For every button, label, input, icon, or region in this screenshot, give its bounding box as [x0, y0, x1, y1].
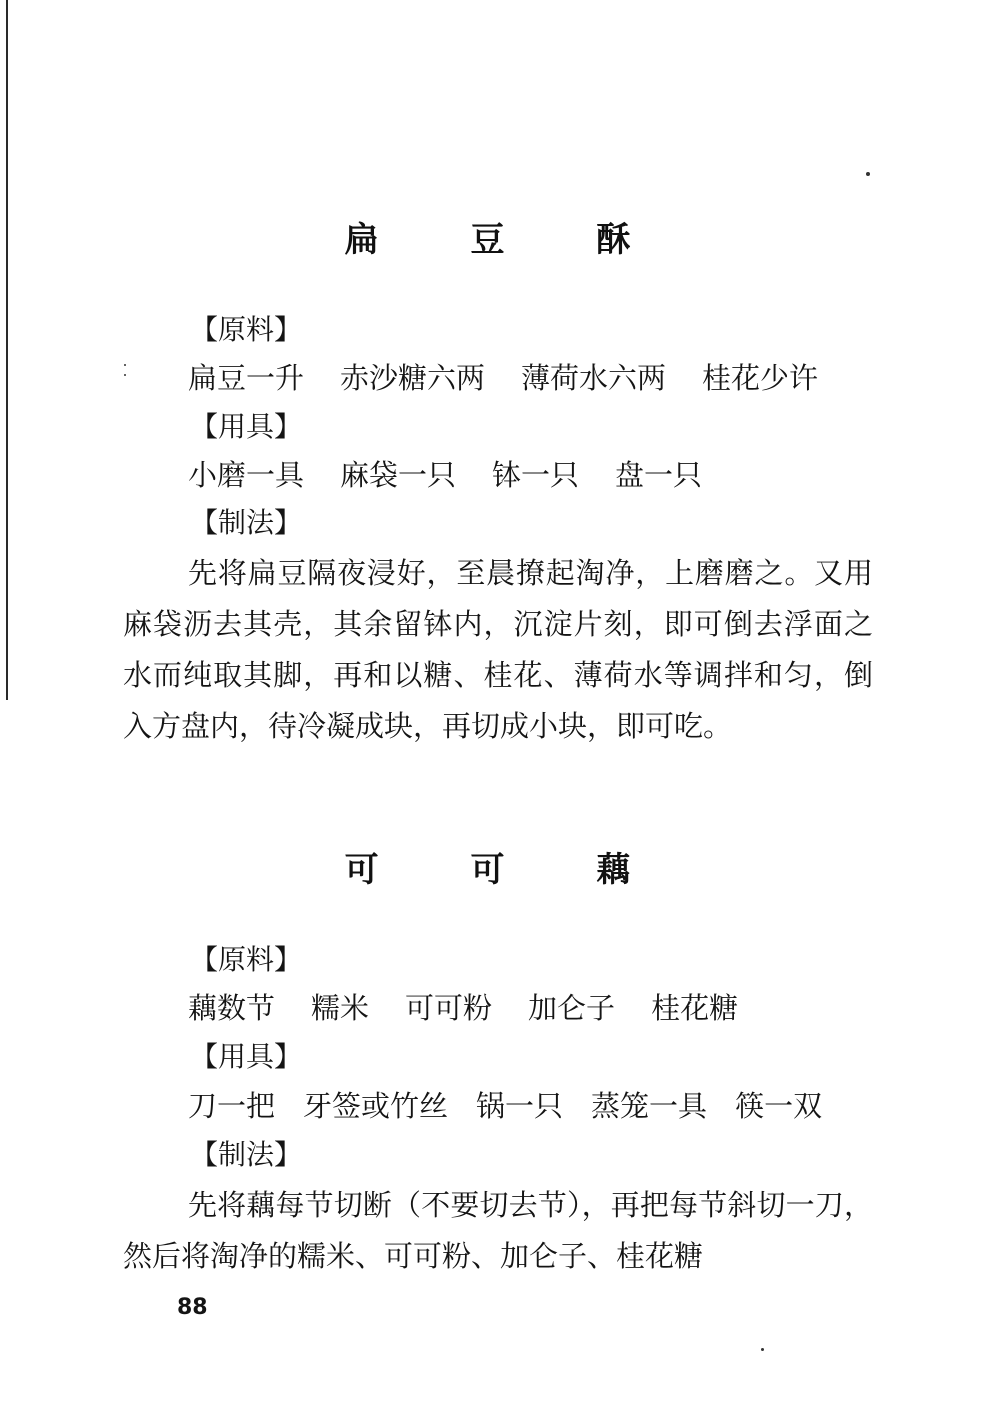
ingredient-item: 藕数节	[188, 991, 276, 1025]
tool-item: 麻袋一只	[340, 458, 457, 492]
tools-list	[188, 455, 738, 495]
ingredient-item: 桂花糖	[651, 991, 739, 1025]
tool-item: 蒸笼一具	[591, 1089, 708, 1123]
tools-list	[188, 1086, 858, 1126]
page-edge-line	[6, 0, 8, 700]
ingredient-item: 糯米	[311, 991, 370, 1025]
tool-item: 锅一只	[476, 1089, 564, 1123]
tool-item: 刀一把	[188, 1089, 276, 1123]
scan-speck	[124, 374, 126, 376]
ingredient-item: 扁豆一升	[188, 361, 305, 395]
method-heading: 【制法】	[190, 506, 303, 539]
ingredient-item: 可可粉	[405, 991, 493, 1025]
page-number: 88	[177, 1295, 208, 1320]
tool-item: 钵一只	[492, 458, 580, 492]
recipe-title: 扁 豆 酥	[344, 220, 671, 260]
ingredient-item: 桂花少许	[702, 361, 819, 395]
ingredient-item: 赤沙糖六两	[340, 361, 486, 395]
tool-item: 盘一只	[615, 458, 703, 492]
scan-speck	[761, 1348, 764, 1351]
ingredients-heading: 【原料】	[190, 313, 303, 346]
tool-item: 小磨一具	[188, 458, 305, 492]
ingredients-heading: 【原料】	[190, 943, 303, 976]
method-heading: 【制法】	[190, 1138, 303, 1171]
method-text: 先将扁豆隔夜浸好，至晨撩起淘净，上磨磨之。又用麻袋沥去其壳，其余留钵内，沉淀片刻，即可倒去浮面之水而纯取其脚，再和以糖、桂花、薄荷水等调拌和匀，倒入方盘内，待冷凝成块，再切成小块，即可吃。	[123, 556, 873, 743]
scan-speck	[124, 364, 126, 366]
recipe-title: 可 可 藕	[344, 850, 671, 890]
tools-heading: 【用具】	[190, 410, 303, 443]
ingredient-item: 加仑子	[528, 991, 616, 1025]
ingredient-item: 薄荷水六两	[521, 361, 667, 395]
tool-item: 牙签或竹丝	[303, 1089, 449, 1123]
tools-heading: 【用具】	[190, 1040, 303, 1073]
method-text: 先将藕每节切断（不要切去节），再把每节斜切一刀，然后将淘净的糯米、可可粉、加仑子、桂花糖	[123, 1188, 873, 1273]
tool-item: 筷一双	[735, 1089, 823, 1123]
scan-speck	[866, 172, 870, 176]
ingredients-list	[188, 988, 774, 1028]
ingredients-list	[188, 358, 854, 398]
